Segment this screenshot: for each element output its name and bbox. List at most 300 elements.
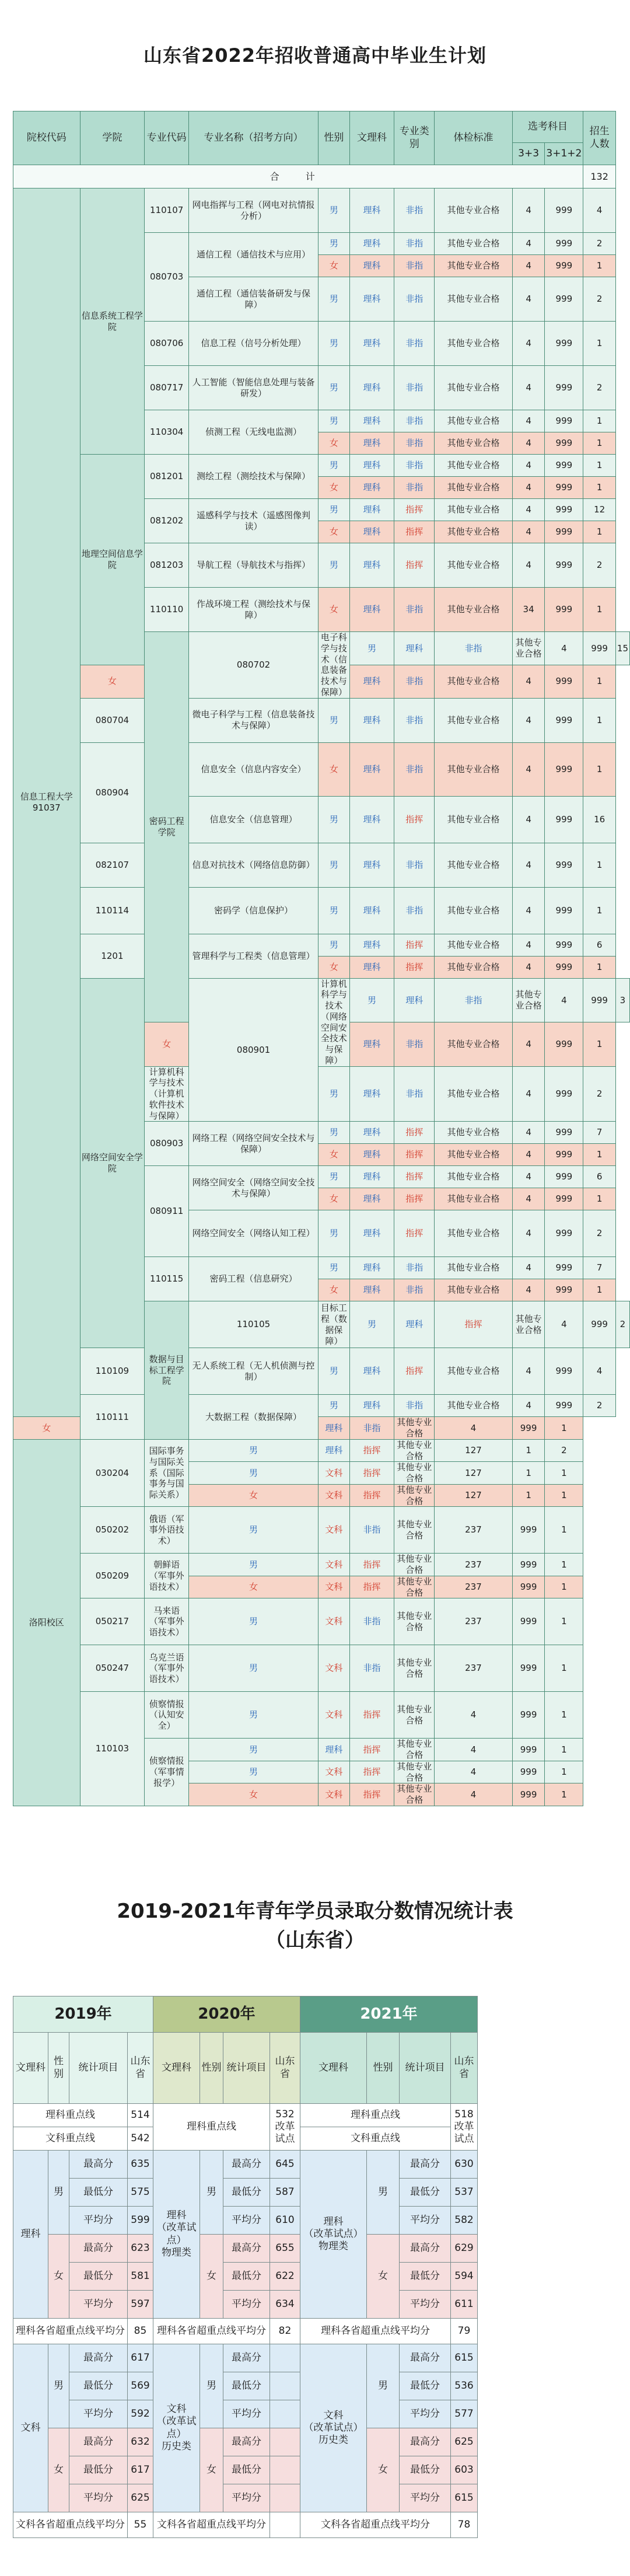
sub312-cell: 999 <box>583 1301 616 1348</box>
gender-cell: 男 <box>188 1598 318 1645</box>
physical-cell: 其他专业合格 <box>435 543 513 588</box>
enroll-cell: 1 <box>545 1598 583 1645</box>
category-cell: 指挥 <box>394 499 435 521</box>
physical-cell: 其他专业合格 <box>394 1462 435 1485</box>
score: 575 <box>128 2179 153 2207</box>
item-label: 平均分 <box>69 2484 128 2512</box>
enroll-cell: 1 <box>545 1484 583 1507</box>
category-cell: 非指 <box>394 255 435 277</box>
sub312-cell: 999 <box>545 366 583 410</box>
gender-cell: 女 <box>318 588 350 632</box>
gender-cell: 男 <box>318 698 350 742</box>
sub312-cell: 999 <box>545 455 583 477</box>
subject-cell: 理科 <box>349 1395 394 1417</box>
physical-cell: 其他专业合格 <box>435 1348 513 1395</box>
sub33-cell: 4 <box>512 1122 545 1144</box>
col-subject: 文理科 <box>13 2033 48 2104</box>
arts-key-line-value: 542 <box>128 2127 153 2151</box>
arts-label: 文科 <box>13 2344 48 2512</box>
category-cell: 非指 <box>394 843 435 887</box>
physical-cell: 其他专业合格 <box>394 1417 435 1440</box>
sci-key-line-label: 理科重点线 <box>300 2104 451 2127</box>
item-label: 最低分 <box>400 2372 451 2400</box>
physical-cell: 其他专业合格 <box>435 1122 513 1144</box>
category-cell: 非指 <box>394 477 435 499</box>
enroll-cell: 2 <box>583 1395 616 1417</box>
college-cell: 密码工程学院 <box>145 632 189 1022</box>
enroll-cell: 1 <box>583 588 616 632</box>
sub312-cell: 999 <box>545 1188 583 1210</box>
score: 592 <box>128 2400 153 2428</box>
sub33-cell: 4 <box>512 455 545 477</box>
reform-line: 文科 <box>166 2403 187 2415</box>
enroll-cell: 1 <box>583 698 616 742</box>
arts-key-line-label: 文科重点线 <box>13 2127 128 2151</box>
gender-cell: 女 <box>80 665 145 698</box>
major-name: 导航工程（导航技术与指挥） <box>188 543 318 588</box>
score: 569 <box>128 2372 153 2400</box>
sub33-cell: 4 <box>512 255 545 277</box>
subject-cell: 理科 <box>349 742 394 796</box>
enroll-cell: 1 <box>583 1022 616 1066</box>
reform-sci-label <box>153 2151 200 2319</box>
gender-cell: 女 <box>318 521 350 543</box>
sub312-cell: 999 <box>545 1210 583 1257</box>
enroll-cell: 1 <box>545 1739 583 1761</box>
gender-cell: 男 <box>318 366 350 410</box>
subject-cell: 理科 <box>318 1439 350 1462</box>
enroll-cell: 2 <box>545 1439 583 1462</box>
major-name: 马来语（军事外语技术） <box>145 1598 189 1645</box>
col-province: 山东省 <box>451 2033 478 2104</box>
reform-line: 历史类 <box>162 2440 191 2452</box>
sub33-cell: 4 <box>435 1783 513 1806</box>
major-name: 俄语（军事外语技术） <box>145 1507 189 1554</box>
table-row <box>13 1598 630 1645</box>
major-code: 050217 <box>80 1598 145 1645</box>
subject-cell: 文科 <box>318 1462 350 1485</box>
subject-cell: 理科 <box>349 1166 394 1188</box>
sub312-cell: 999 <box>545 887 583 934</box>
reform-line: （改革试点） <box>156 2222 197 2246</box>
sci-avg-label: 理科各省超重点线平均分 <box>300 2319 451 2344</box>
enroll-cell: 7 <box>583 1257 616 1279</box>
item-label: 平均分 <box>69 2291 128 2319</box>
header-arts-science: 文理科 <box>349 111 394 165</box>
sub312-cell: 999 <box>545 934 583 956</box>
sci-key-line-value <box>451 2104 478 2151</box>
sci-row <box>13 2207 478 2235</box>
sub312-cell: 999 <box>545 796 583 843</box>
sub312-cell: 999 <box>512 1598 545 1645</box>
sub33-cell: 4 <box>512 277 545 322</box>
major-code: 050202 <box>80 1507 145 1554</box>
sub33-cell: 127 <box>435 1484 513 1507</box>
sub33-cell: 237 <box>435 1645 513 1692</box>
major-name: 网电指挥与工程（网电对抗情报分析） <box>188 189 318 233</box>
sci-row <box>13 2291 478 2319</box>
enroll-cell: 2 <box>583 543 616 588</box>
major-code: 030204 <box>80 1439 145 1507</box>
reform-line: 文科 <box>323 2409 344 2421</box>
physical-cell: 其他专业合格 <box>394 1783 435 1806</box>
subject-cell: 理科 <box>349 1066 394 1122</box>
category-cell: 指挥 <box>394 1144 435 1166</box>
physical-cell: 其他专业合格 <box>435 934 513 956</box>
major-name: 作战环境工程（测绘技术与保障） <box>188 588 318 632</box>
table-row <box>13 1692 630 1739</box>
sub312-cell: 999 <box>512 1761 545 1783</box>
subject-cell: 文科 <box>318 1645 350 1692</box>
arts-avg-label: 文科各省超重点线平均分 <box>13 2512 128 2538</box>
enroll-cell: 1 <box>583 956 616 978</box>
reform-line: 物理类 <box>318 2240 348 2253</box>
gender-cell: 女 <box>188 1576 318 1598</box>
subject-cell: 理科 <box>318 1417 350 1440</box>
item-label: 最低分 <box>400 2263 451 2291</box>
major-name: 遥感科学与技术（遥感图像判读） <box>188 499 318 543</box>
major-code: 110103 <box>80 1692 145 1806</box>
arts-row <box>13 2400 478 2428</box>
enroll-cell: 1 <box>583 742 616 796</box>
reform-arts-label <box>153 2344 200 2512</box>
category-cell: 指挥 <box>394 1348 435 1395</box>
item-label: 最低分 <box>400 2179 451 2207</box>
major-code: 080904 <box>80 742 145 843</box>
item-label: 最高分 <box>400 2428 451 2456</box>
physical-cell: 其他专业合格 <box>394 1598 435 1645</box>
score: 577 <box>451 2400 478 2428</box>
major-code: 082107 <box>80 843 145 887</box>
enroll-cell: 2 <box>583 1066 616 1122</box>
physical-cell: 其他专业合格 <box>435 1279 513 1301</box>
major-code: 050247 <box>80 1645 145 1692</box>
sub33-cell: 237 <box>435 1598 513 1645</box>
sub312-cell: 999 <box>545 1395 583 1417</box>
physical-cell: 其他专业合格 <box>435 1257 513 1279</box>
physical-cell: 其他专业合格 <box>435 277 513 322</box>
subject-cell: 文科 <box>318 1761 350 1783</box>
subject-cell: 理科 <box>349 956 394 978</box>
major-name: 管理科学与工程类（信息管理） <box>188 934 318 978</box>
subject-cell: 理科 <box>349 1257 394 1279</box>
physical-cell: 其他专业合格 <box>435 322 513 366</box>
sub312-cell: 1 <box>512 1462 545 1485</box>
physical-cell: 其他专业合格 <box>435 843 513 887</box>
female-label: 女 <box>48 2235 69 2319</box>
major-name: 微电子科学与工程（信息装备技术与保障） <box>188 698 318 742</box>
sub312-cell: 999 <box>545 322 583 366</box>
major-name: 密码学（信息保护） <box>188 887 318 934</box>
category-cell: 指挥 <box>394 956 435 978</box>
sub33-cell: 4 <box>435 1692 513 1739</box>
male-label: 男 <box>367 2344 400 2428</box>
arts-avg-value: 78 <box>451 2512 478 2538</box>
major-name: 信息安全（信息内容安全） <box>188 742 318 796</box>
enroll-cell: 2 <box>583 277 616 322</box>
item-label: 最低分 <box>223 2179 270 2207</box>
sub312-cell: 999 <box>545 698 583 742</box>
gender-cell: 男 <box>188 1439 318 1462</box>
female-label: 女 <box>367 2428 400 2512</box>
sub33-cell: 4 <box>512 1210 545 1257</box>
item-label: 平均分 <box>400 2291 451 2319</box>
item-label: 最高分 <box>400 2235 451 2263</box>
score: 655 <box>270 2235 300 2263</box>
category-cell: 非指 <box>349 1417 394 1440</box>
item-label: 平均分 <box>69 2400 128 2428</box>
sub312-cell: 999 <box>545 843 583 887</box>
category-cell: 非指 <box>394 588 435 632</box>
header-college: 学院 <box>80 111 145 165</box>
enroll-cell: 1 <box>545 1507 583 1554</box>
table-row <box>13 1348 630 1395</box>
total-label: 合 计 <box>13 165 583 189</box>
subject-cell: 理科 <box>349 455 394 477</box>
major-name: 侦测工程（无线电监测） <box>188 410 318 455</box>
enroll-cell: 1 <box>545 1417 583 1440</box>
table-row <box>13 455 630 477</box>
item-label: 平均分 <box>223 2400 270 2428</box>
physical-cell: 其他专业合格 <box>435 1166 513 1188</box>
gender-cell: 女 <box>318 1144 350 1166</box>
major-code: 080702 <box>188 632 318 699</box>
sub33-cell: 4 <box>545 978 583 1022</box>
sub33-cell: 237 <box>435 1507 513 1554</box>
male-label: 男 <box>200 2344 223 2428</box>
major-code: 110110 <box>145 588 189 632</box>
male-label: 男 <box>200 2151 223 2235</box>
gender-cell: 男 <box>318 1066 350 1122</box>
enrollment-plan-table-wrapper <box>13 111 630 1806</box>
major-code: 080911 <box>145 1166 189 1257</box>
sub33-cell: 4 <box>512 233 545 255</box>
gender-cell: 女 <box>318 477 350 499</box>
physical-cell: 其他专业合格 <box>435 665 513 698</box>
score: 536 <box>451 2372 478 2400</box>
reform-line: （改革试点） <box>303 2228 363 2240</box>
score <box>270 2400 300 2428</box>
physical-cell: 其他专业合格 <box>435 796 513 843</box>
enroll-cell: 4 <box>583 189 616 233</box>
gender-cell: 男 <box>318 1395 350 1417</box>
arts-row <box>13 2372 478 2400</box>
gender-cell: 男 <box>349 1301 394 1348</box>
female-label: 女 <box>200 2235 223 2319</box>
gender-cell: 男 <box>318 322 350 366</box>
enroll-cell: 1 <box>545 1692 583 1739</box>
sub312-cell: 999 <box>545 588 583 632</box>
sub33-cell: 127 <box>435 1439 513 1462</box>
physical-cell: 其他专业合格 <box>435 1188 513 1210</box>
major-name: 乌克兰语（军事外语技术） <box>145 1645 189 1692</box>
item-label: 平均分 <box>223 2291 270 2319</box>
physical-cell: 其他专业合格 <box>512 1301 545 1348</box>
header-sub312: 3+1+2 <box>545 143 583 165</box>
sub33-cell: 4 <box>512 1066 545 1122</box>
sub33-cell: 4 <box>512 1348 545 1395</box>
gender-cell: 男 <box>188 1761 318 1783</box>
major-name: 大数据工程（数据保障） <box>188 1395 318 1440</box>
subject-cell: 文科 <box>318 1484 350 1507</box>
enroll-cell: 15 <box>615 632 629 665</box>
col-item: 统计项目 <box>69 2033 128 2104</box>
physical-cell: 其他专业合格 <box>435 1210 513 1257</box>
enroll-cell: 7 <box>583 1122 616 1144</box>
year-2021: 2021年 <box>300 1996 478 2033</box>
sub312-cell: 999 <box>512 1739 545 1761</box>
sci-avg-row <box>13 2319 478 2344</box>
subject-cell: 理科 <box>349 1188 394 1210</box>
total-value: 132 <box>583 165 616 189</box>
year-2019: 2019年 <box>13 1996 153 2033</box>
subject-cell: 理科 <box>349 477 394 499</box>
col-gender: 性别 <box>367 2033 400 2104</box>
subject-cell: 理科 <box>349 1122 394 1144</box>
physical-cell: 其他专业合格 <box>435 956 513 978</box>
gender-cell: 男 <box>349 632 394 665</box>
subject-cell: 理科 <box>349 1279 394 1301</box>
reform-line: 历史类 <box>318 2434 348 2446</box>
enroll-cell: 1 <box>545 1462 583 1485</box>
category-cell: 非指 <box>394 322 435 366</box>
enroll-cell: 6 <box>583 934 616 956</box>
item-label: 最高分 <box>223 2151 270 2179</box>
arts-avg-value: 55 <box>128 2512 153 2538</box>
major-name: 网络空间安全（网络认知工程） <box>188 1210 318 1257</box>
table-row <box>13 698 630 742</box>
enroll-cell: 2 <box>583 233 616 255</box>
score: 622 <box>270 2263 300 2291</box>
stats-title-line2: （山东省） <box>265 1929 365 1952</box>
score: 594 <box>451 2263 478 2291</box>
item-label: 平均分 <box>69 2207 128 2235</box>
enroll-cell: 1 <box>583 887 616 934</box>
enroll-cell: 16 <box>583 796 616 843</box>
arts-row <box>13 2484 478 2512</box>
physical-cell: 其他专业合格 <box>435 366 513 410</box>
gender-cell: 男 <box>318 1122 350 1144</box>
subject-cell: 理科 <box>349 277 394 322</box>
sub33-cell: 4 <box>512 1257 545 1279</box>
sub33-cell: 4 <box>435 1739 513 1761</box>
gender-cell: 男 <box>318 1166 350 1188</box>
category-cell: 指挥 <box>394 1122 435 1144</box>
gender-cell: 男 <box>318 887 350 934</box>
score: 645 <box>270 2151 300 2179</box>
key-line-row <box>13 2104 478 2127</box>
male-label: 男 <box>367 2151 400 2235</box>
category-cell: 指挥 <box>394 1188 435 1210</box>
physical-cell: 其他专业合格 <box>435 1022 513 1066</box>
gender-cell: 男 <box>318 499 350 521</box>
header-category: 专业类别 <box>394 111 435 165</box>
sub33-cell: 4 <box>512 543 545 588</box>
subject-cell: 理科 <box>349 1210 394 1257</box>
sub33-cell: 4 <box>512 1022 545 1066</box>
physical-cell: 其他专业合格 <box>394 1439 435 1462</box>
sub33-cell: 4 <box>545 632 583 665</box>
gender-cell: 男 <box>318 1348 350 1395</box>
major-name: 网络空间安全（网络空间安全技术与保障） <box>188 1166 318 1210</box>
header-subject-req: 选考科目 <box>512 111 583 143</box>
gender-cell: 女 <box>188 1783 318 1806</box>
category-cell: 指挥 <box>394 796 435 843</box>
gender-cell: 女 <box>318 255 350 277</box>
major-name: 信息对抗技术（网络信息防御） <box>188 843 318 887</box>
category-cell: 非指 <box>394 189 435 233</box>
value-text: 518 <box>454 2108 474 2120</box>
value-text: 532 <box>275 2108 295 2120</box>
sub33-cell: 127 <box>435 1462 513 1485</box>
category-cell: 指挥 <box>394 934 435 956</box>
major-code: 081202 <box>145 499 189 543</box>
enroll-cell: 1 <box>583 477 616 499</box>
physical-cell: 其他专业合格 <box>435 521 513 543</box>
physical-cell: 其他专业合格 <box>435 255 513 277</box>
enroll-cell: 1 <box>583 455 616 477</box>
gender-cell: 男 <box>318 233 350 255</box>
category-cell: 指挥 <box>349 1576 394 1598</box>
item-label: 最低分 <box>69 2179 128 2207</box>
subject-cell: 文科 <box>318 1783 350 1806</box>
physical-cell: 其他专业合格 <box>435 477 513 499</box>
col-province: 山东省 <box>128 2033 153 2104</box>
header-row <box>13 111 630 143</box>
col-subject: 文理科 <box>153 2033 200 2104</box>
score <box>270 2484 300 2512</box>
table-row <box>13 843 630 887</box>
sub312-cell: 999 <box>545 742 583 796</box>
female-label: 女 <box>200 2428 223 2512</box>
major-name: 人工智能（智能信息处理与装备研发） <box>188 366 318 410</box>
sub33-cell: 4 <box>512 1144 545 1166</box>
major-code: 080903 <box>145 1122 189 1166</box>
category-cell: 非指 <box>349 1507 394 1554</box>
header-gender: 性别 <box>318 111 350 165</box>
subject-cell: 文科 <box>318 1692 350 1739</box>
arts-row <box>13 2428 478 2456</box>
physical-cell: 其他专业合格 <box>435 1066 513 1122</box>
category-cell: 指挥 <box>394 521 435 543</box>
sub312-cell: 999 <box>545 255 583 277</box>
item-label: 最低分 <box>400 2456 451 2484</box>
gender-cell: 男 <box>188 1507 318 1554</box>
category-cell: 指挥 <box>349 1783 394 1806</box>
sci-avg-label: 理科各省超重点线平均分 <box>13 2319 128 2344</box>
sub312-cell: 1 <box>512 1484 545 1507</box>
major-name: 计算机科学与技术（网络空间安全技术与保障） <box>318 978 350 1066</box>
sci-avg-label: 理科各省超重点线平均分 <box>153 2319 270 2344</box>
sub312-cell: 999 <box>545 277 583 322</box>
reform-sci-label <box>300 2151 367 2319</box>
table-row <box>13 1439 630 1462</box>
score: 611 <box>451 2291 478 2319</box>
item-label: 最高分 <box>400 2344 451 2372</box>
subject-cell: 理科 <box>349 366 394 410</box>
score: 625 <box>451 2428 478 2456</box>
sci-row <box>13 2235 478 2263</box>
enroll-cell: 1 <box>583 665 616 698</box>
major-name: 信息安全（信息管理） <box>188 796 318 843</box>
subject-cell: 理科 <box>394 632 435 665</box>
enroll-cell: 12 <box>583 499 616 521</box>
gender-cell: 女 <box>13 1417 80 1440</box>
major-name: 通信工程（通信技术与应用） <box>188 233 318 277</box>
item-label: 最高分 <box>223 2344 270 2372</box>
enroll-cell: 2 <box>583 1210 616 1257</box>
sub33-cell: 4 <box>512 189 545 233</box>
